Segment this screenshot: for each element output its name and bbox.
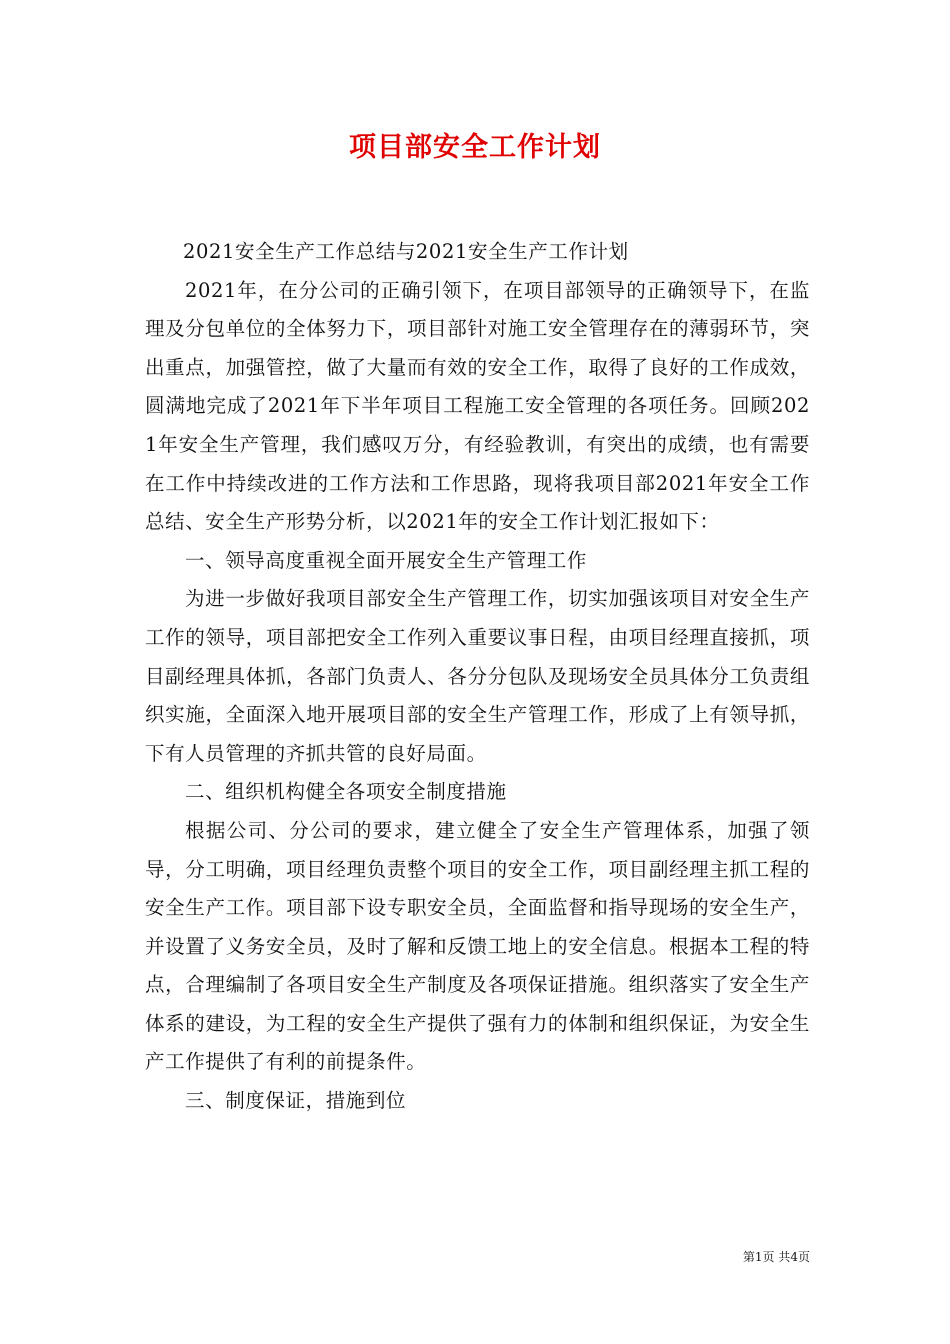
section-heading-3: 三、制度保证，措施到位 [185,1089,407,1113]
paragraph-section-1: 为进一步做好我项目部安全生产管理工作，切实加强该项目对安全生产工作的领导，项目部把安全工作列入重要议事日程，由项目经理直接抓，项目副经理具体抓，各部门负责人、各分分包队及现场安全员具体分工负责组织实施，全面深入地开展项目部的安全生产管理工作，形成了上有领导抓，下有人员管理的齐抓共管的良好局面。 [145,587,810,765]
section-heading-1: 一、领导高度重视全面开展安全生产管理工作 [185,548,588,572]
document-body [145,233,810,1121]
document-title: 项目部安全工作计划 [349,132,601,163]
paragraph-intro: 2021年，在分公司的正确引领下，在项目部领导的正确领导下，在监理及分包单位的全体努力下，项目部针对施工安全管理存在的薄弱环节，突出重点，加强管控，做了大量而有效的安全工作，取得了良好的工作成效，圆满地完成了2021年下半年项目工程施工安全管理的各项任务。回顾2021年安全生产管理，我们感叹万分，有经验教训，有突出的成绩，也有需要在工作中持续改进的工作方法和工作思路，现将我项目部2021年安全工作总结、安全生产形势分析，以2021年的安全工作计划汇报如下： [145,278,810,534]
section-heading-2: 二、组织机构健全各项安全制度措施 [185,780,507,804]
document-subtitle: 2021安全生产工作总结与2021安全生产工作计划 [183,240,629,263]
paragraph-section-2: 根据公司、分公司的要求，建立健全了安全生产管理体系，加强了领导，分工明确，项目经理负责整个项目的安全工作，项目副经理主抓工程的安全生产工作。项目部下设专职安全员，全面监督和指导现场的安全生产，并设置了义务安全员，及时了解和反馈工地上的安全信息。根据本工程的特点，合理编制了各项目安全生产制度及各项保证措施。组织落实了安全生产体系的建设，为工程的安全生产提供了强有力的体制和组织保证，为安全生产工作提供了有利的前提条件。 [145,818,810,1074]
page-number: 第1页 共4页 [742,1250,810,1264]
